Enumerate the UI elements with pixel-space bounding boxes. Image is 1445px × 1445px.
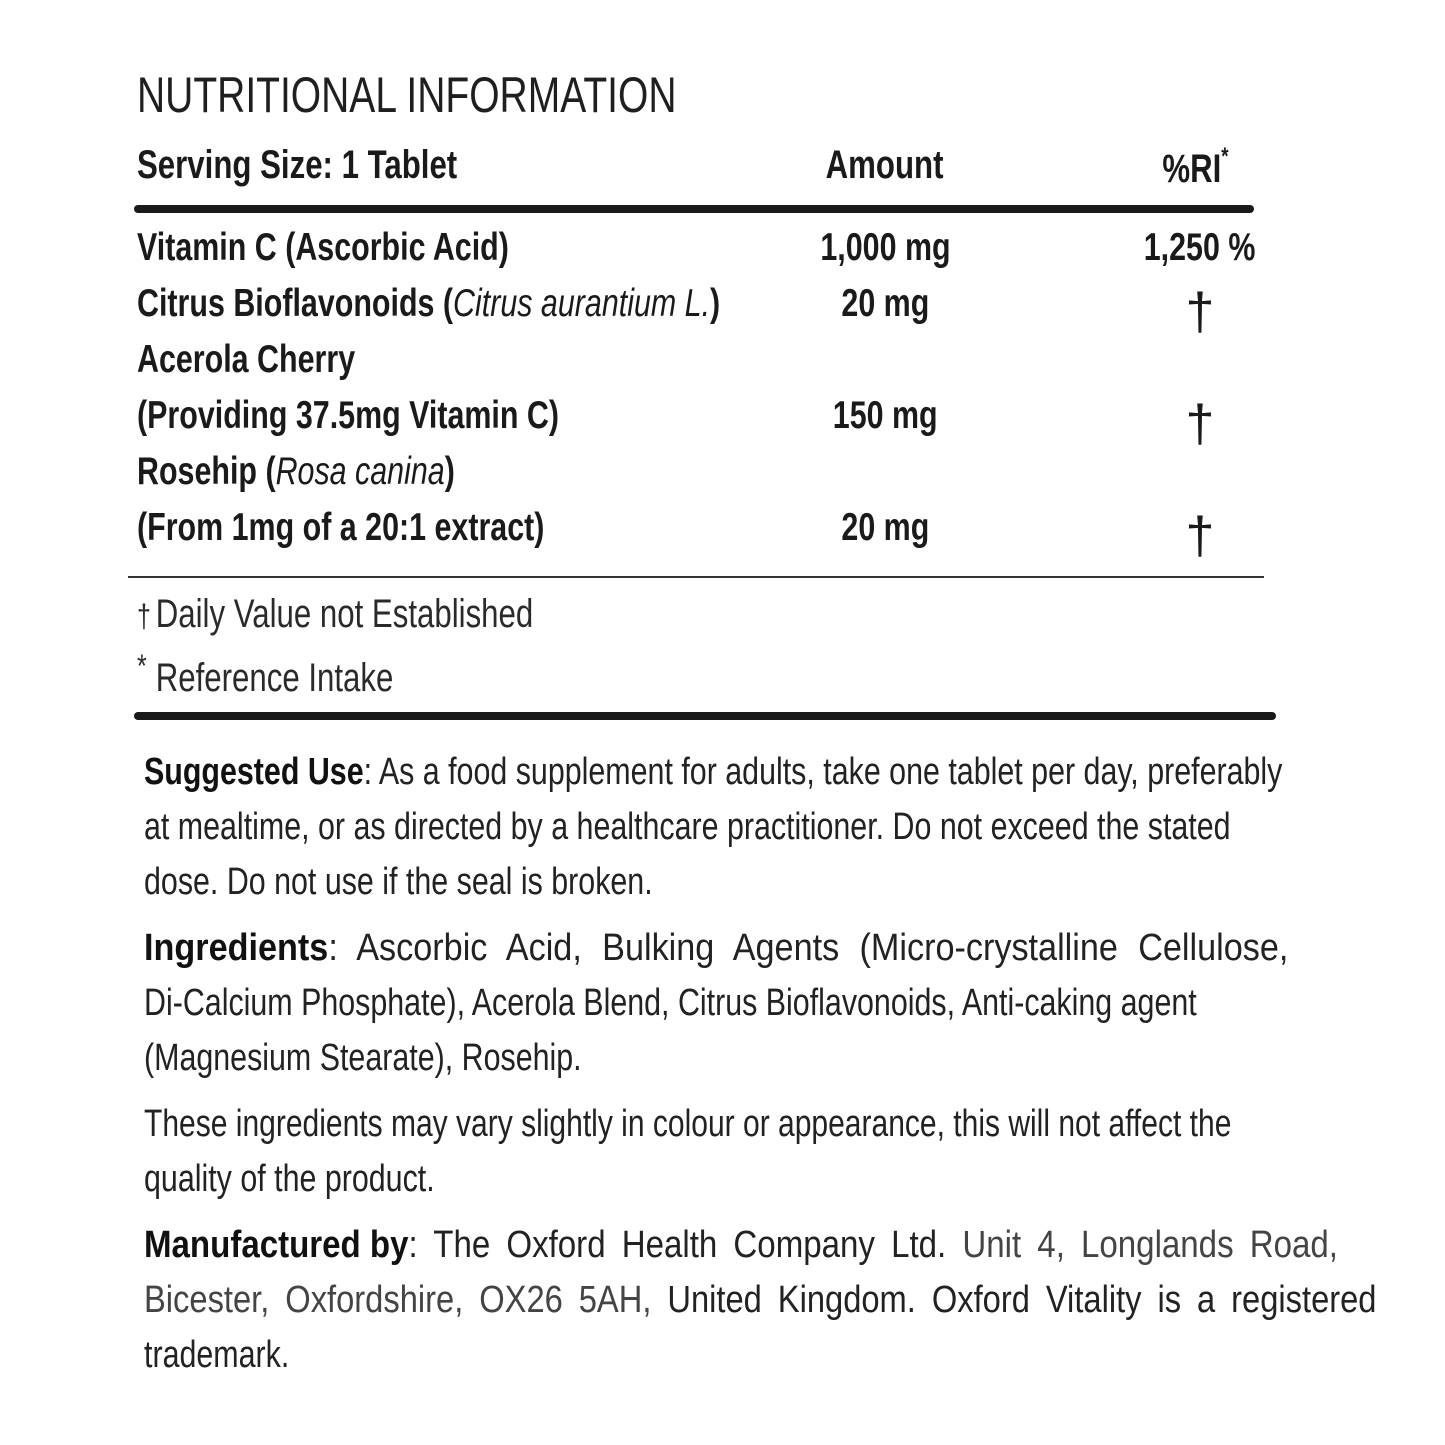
manufacturer-address: Unit 4, Longlands Road, [946, 1224, 1338, 1266]
manufacturer-paragraph: Manufactured by: The Oxford Health Company Ltd. Unit 4, Longlands Road, Bicester, Oxfordshire, OX26 5AH, United Kingdom. Oxford Vitality is a registered trademark. [144, 1224, 1377, 1376]
manufacturer-label: Manufactured by [144, 1224, 409, 1266]
nutrient-name: Vitamin C (Ascorbic Acid) [137, 226, 509, 269]
serving-size-header: Serving Size: 1 Tablet [137, 143, 458, 187]
ingredients-paragraph: Ingredients: Ascorbic Acid, Bulking Agents (Micro-crystalline Cellulose, Di-Calcium Phosphate), Acerola Blend, Citrus Bioflavonoids, Anti-caking agent (Magnesium Stearate), Rosehip. [144, 927, 1289, 1079]
nutrient-row-name [0, 338, 1445, 394]
nutrient-amount: 150 mg [832, 394, 938, 437]
nutrient-amount: 1,000 mg [819, 226, 951, 269]
nutrient-ri: 1,250 % [1144, 226, 1256, 269]
nutrient-name: Acerola Cherry [137, 338, 356, 381]
page-title: NUTRITIONAL INFORMATION [137, 67, 677, 123]
nutrient-name-detail: (Providing 37.5mg Vitamin C) [137, 394, 560, 437]
dagger-mark: † [137, 598, 151, 634]
nutrient-name: Rosehip (Rosa canina) [137, 450, 455, 493]
nutrient-name-detail: (From 1mg of a 20:1 extract) [137, 506, 545, 549]
nutrient-row [0, 506, 1445, 565]
footnote-divider [134, 712, 1276, 720]
variation-note: These ingredients may vary slightly in colour or appearance, this will not affect the quality of the product. [144, 1103, 1232, 1200]
nutrient-name: Citrus Bioflavonoids (Citrus aurantium L.) [137, 282, 721, 325]
ri-header [1090, 143, 1300, 192]
nutrient-amount: 20 mg [841, 282, 929, 325]
ri-header-label: %RI [1161, 147, 1221, 191]
suggested-use-paragraph: Suggested Use: As a food supplement for adults, take one tablet per day, preferably at mealtime, or as directed by a healthcare practitioner. Do not exceed the stated dose. Do not use if the seal is broken. [144, 751, 1283, 903]
nutrient-row [0, 226, 1445, 282]
nutrient-ri: † [1185, 283, 1215, 341]
star-text: Reference Intake [155, 656, 394, 700]
star-mark: * [137, 648, 147, 684]
nutrient-row [0, 394, 1445, 453]
ri-header-mark: * [1220, 143, 1229, 170]
header-divider [134, 205, 1254, 213]
nutrient-ri: † [1185, 395, 1215, 453]
suggested-use-label: Suggested Use [144, 751, 364, 793]
ingredients-label: Ingredients [144, 927, 329, 969]
footnote-dagger [137, 592, 645, 637]
table-divider [128, 576, 1264, 578]
dagger-text: Daily Value not Established [155, 592, 534, 636]
footnote-star [137, 648, 466, 701]
nutrient-row [0, 282, 1445, 341]
amount-header: Amount [826, 143, 944, 187]
nutrient-row-name [0, 450, 1445, 506]
nutrient-amount: 20 mg [841, 506, 929, 549]
nutrient-ri: † [1185, 507, 1215, 565]
